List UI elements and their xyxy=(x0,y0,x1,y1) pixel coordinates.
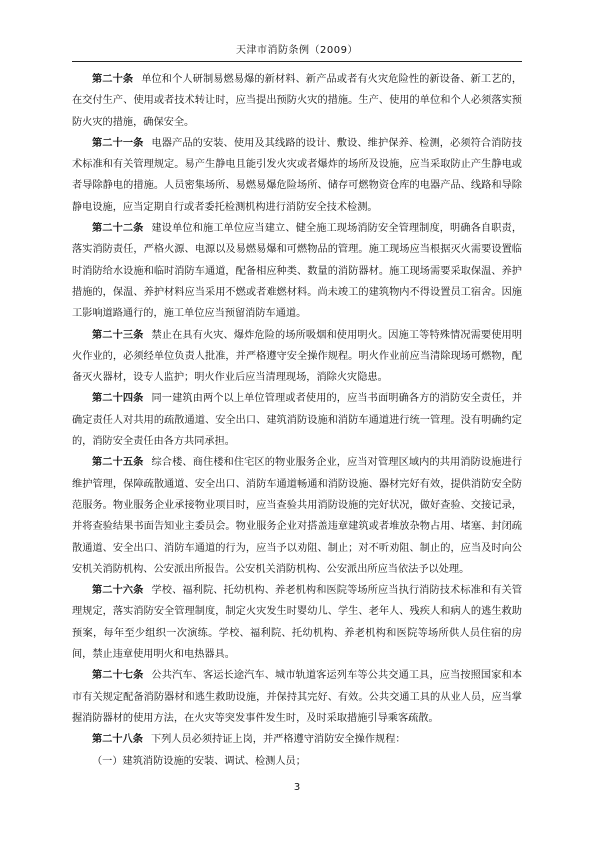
article-23 xyxy=(72,325,522,389)
article-text: 建设单位和施工单位应当建立、健全施工现场消防安全管理制度，明确各自职责，落实消防责任，严格火源、电源以及易燃易爆和可燃物品的管理。施工现场应当根据灭火需要设置临时消防给水设施和临时消防车通道，配备相应种类、数量的消防器材。施工现场需要采取保温、养护措施的，保温、养护材料应当采用不燃或者难燃材料。尚未竣工的建筑物内不得设置员工宿舍。因施工影响道路通行的，施工单位应当预留消防车通道。 xyxy=(72,223,523,320)
page-number: 3 xyxy=(293,782,301,793)
article-text: 综合楼、商住楼和住宅区的物业服务企业，应当对管理区域内的共用消防设施进行维护管理，保障疏散通道、安全出口、消防车通道畅通和消防设施、器材完好有效，提供消防安全防范服务。物业服务企业承接物业项目时，应当查验共用消防设施的完好状况，做好查验、交接记录，并将查验结果书面告知业主委员会。物业服务企业对搭盖违章建筑或者堆放杂物占用、堵塞、封闭疏散通道、安全出口、消防车通道的行为，应当予以劝阻、制止；对不听劝阻、制止的，应当及时向公安机关消防机构、公安派出所报告。公安机关消防机构、公安派出所应当依法予以处理。 xyxy=(72,457,523,575)
article-24 xyxy=(72,388,522,452)
article-20 xyxy=(72,69,522,133)
article-label: 第二十七条 xyxy=(92,670,144,682)
article-label: 第二十八条 xyxy=(92,734,143,746)
article-22 xyxy=(72,218,522,324)
article-label: 第二十条 xyxy=(92,74,134,85)
article-label: 第二十四条 xyxy=(92,393,144,405)
article-26 xyxy=(72,580,522,665)
article-label: 第二十六条 xyxy=(92,585,144,597)
article-text: 学校、福利院、托幼机构、养老机构和医院等场所应当执行消防技术标准和有关管理规定，落实消防安全管理制度，制定火灾发生时婴幼儿、学生、老年人、残疾人和病人的逃生救助预案，每年至少组织一次演练。学校、福利院、托幼机构、养老机构和医院等场所供人员住宿的房间，禁止违章使用明火和电热器具。 xyxy=(72,585,523,661)
article-text: 下列人员必须持证上岗，并严格遵守消防安全操作规程： xyxy=(150,734,406,746)
article-text: 公共汽车、客运长途汽车、城市轨道客运列车等公共交通工具，应当按照国家和本市有关规定配备消防器材和逃生救助设施，并保持其完好、有效。公共交通工具的从业人员，应当掌握消防器材的使用方法，在火灾等突发事件发生时，及时采取措施引导乘客疏散。 xyxy=(72,670,523,724)
article-label: 第二十五条 xyxy=(92,457,144,469)
header-rule xyxy=(72,61,522,62)
list-item: （一）建筑消防设施的安装、调试、检测人员； xyxy=(92,755,306,767)
article-25 xyxy=(72,452,522,580)
document-body xyxy=(72,69,522,772)
article-text: 单位和个人研制易燃易爆的新材料、新产品或者有火灾危险性的新设备、新工艺的，在交付生产、使用或者技术转让时，应当提出预防火灾的措施。生产、使用的单位和个人必须落实预防火灾的措施，确保安全。 xyxy=(72,74,523,128)
article-27 xyxy=(72,665,522,729)
running-header: 天津市消防条例（2009） xyxy=(236,45,358,56)
article-label: 第二十二条 xyxy=(92,223,144,235)
article-text: 禁止在具有火灾、爆炸危险的场所吸烟和使用明火。因施工等特殊情况需要使用明火作业的，必须经单位负责人批准，并严格遵守安全操作规程。明火作业前应当清除现场可燃物，配备灭火器材，设专人监护；明火作业后应当清理现场，消除火灾隐患。 xyxy=(72,329,523,384)
article-label: 第二十三条 xyxy=(92,329,144,341)
article-21 xyxy=(72,133,522,218)
article-label: 第二十一条 xyxy=(92,137,144,149)
article-text: 同一建筑由两个以上单位管理或者使用的，应当书面明确各方的消防安全责任，并确定责任人对共用的疏散通道、安全出口、建筑消防设施和消防车通道进行统一管理。没有明确约定的，消防安全责任由各方共同承担。 xyxy=(72,393,523,448)
article-28 xyxy=(72,729,522,750)
article-text: 电器产品的安装、使用及其线路的设计、敷设、维护保养、检测，必须符合消防技术标准和有关管理规定。易产生静电且能引发火灾或者爆炸的场所及设施，应当采取防止产生静电或者导除静电的措施。人员密集场所、易燃易爆危险场所、储存可燃物资仓库的电器产品、线路和导除静电设施，应当定期自行或者委托检测机构进行消防安全技术检测。 xyxy=(72,137,523,213)
